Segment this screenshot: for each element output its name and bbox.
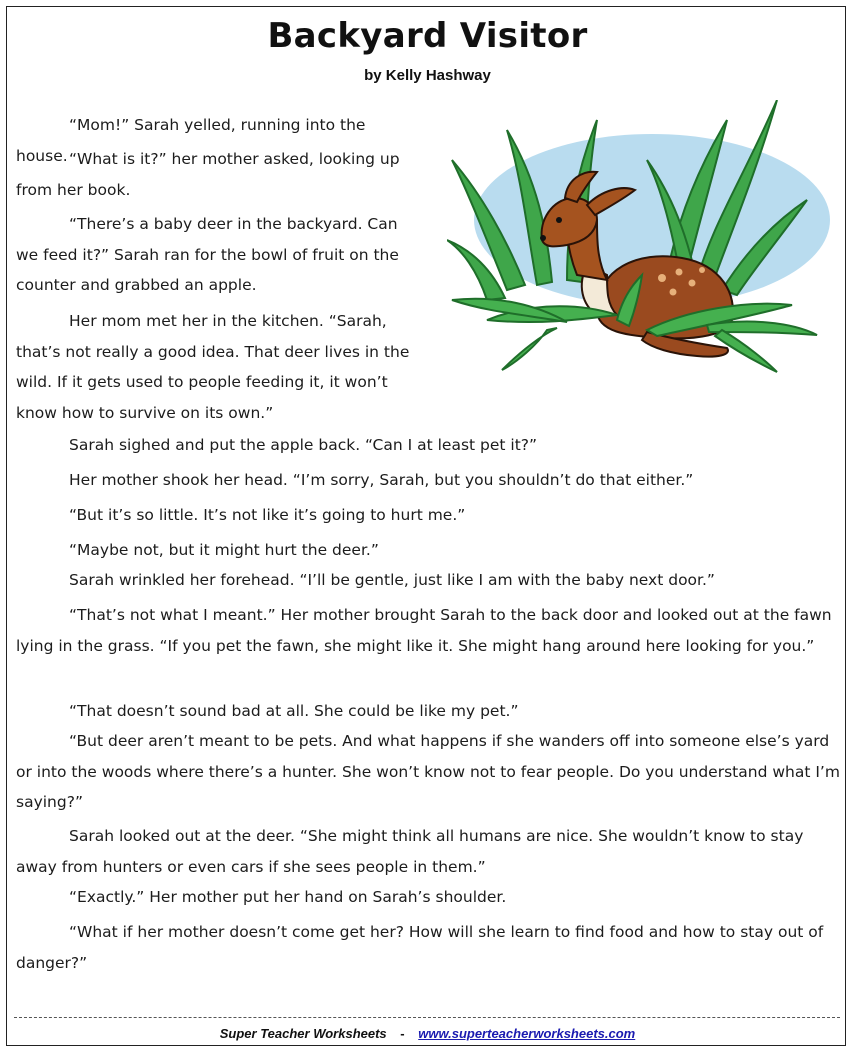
story-paragraph: “That’s not what I meant.” Her mother brought Sarah to the back door and looked out at the fawn lying in the grass. “If you pet the fawn, she might like it. She might hang around here looking for you.”: [16, 606, 832, 655]
story-paragraph: Her mom met her in the kitchen. “Sarah, that’s not really a good idea. That deer lives in the wild. If it gets used to people feeding it, it won’t know how to survive on its own.”: [16, 312, 410, 422]
story-paragraph: “There’s a baby deer in the backyard. Can we feed it?” Sarah ran for the bowl of fruit on the counter and grabbed an apple.: [16, 215, 399, 294]
author-byline: by Kelly Hashway: [364, 67, 491, 84]
footer-divider: [14, 1017, 840, 1018]
footer-separator: -: [400, 1026, 405, 1041]
story-paragraph: Sarah sighed and put the apple back. “Can I at least pet it?”: [69, 436, 538, 454]
story-paragraph: “That doesn’t sound bad at all. She could be like my pet.”: [69, 702, 519, 720]
footer-website-link[interactable]: www.superteacherworksheets.com: [418, 1026, 636, 1041]
story-paragraph: “Maybe not, but it might hurt the deer.”: [69, 541, 379, 559]
story-paragraph: Sarah wrinkled her forehead. “I’ll be gentle, just like I am with the baby next door.”: [69, 571, 715, 589]
story-paragraph: Her mother shook her head. “I’m sorry, Sarah, but you shouldn’t do that either.”: [69, 471, 694, 489]
story-paragraph: “But deer aren’t meant to be pets. And what happens if she wanders off into someone else’s yard or into the woods where there’s a hunter. She won’t know not to fear people. Do you understand what I’m saying?”: [16, 732, 840, 811]
story-paragraph: “Exactly.” Her mother put her hand on Sarah’s shoulder.: [69, 888, 507, 906]
story-paragraph: “Mom!” Sarah yelled, running into the house.: [16, 116, 366, 165]
story-title: Backyard Visitor: [267, 16, 588, 56]
story-paragraph: “What if her mother doesn’t come get her? How will she learn to find food and how to stay out of danger?”: [16, 923, 824, 972]
fawn-in-grass-illustration: [447, 100, 832, 385]
footer: [0, 1026, 855, 1041]
story-paragraph: “What is it?” her mother asked, looking up from her book.: [16, 150, 400, 199]
story-paragraph: Sarah looked out at the deer. “She might think all humans are nice. She wouldn’t know to stay away from hunters or even cars if she sees people in them.”: [16, 827, 804, 876]
story-paragraph: “But it’s so little. It’s not like it’s going to hurt me.”: [69, 506, 466, 524]
footer-brand: Super Teacher Worksheets: [219, 1026, 387, 1041]
